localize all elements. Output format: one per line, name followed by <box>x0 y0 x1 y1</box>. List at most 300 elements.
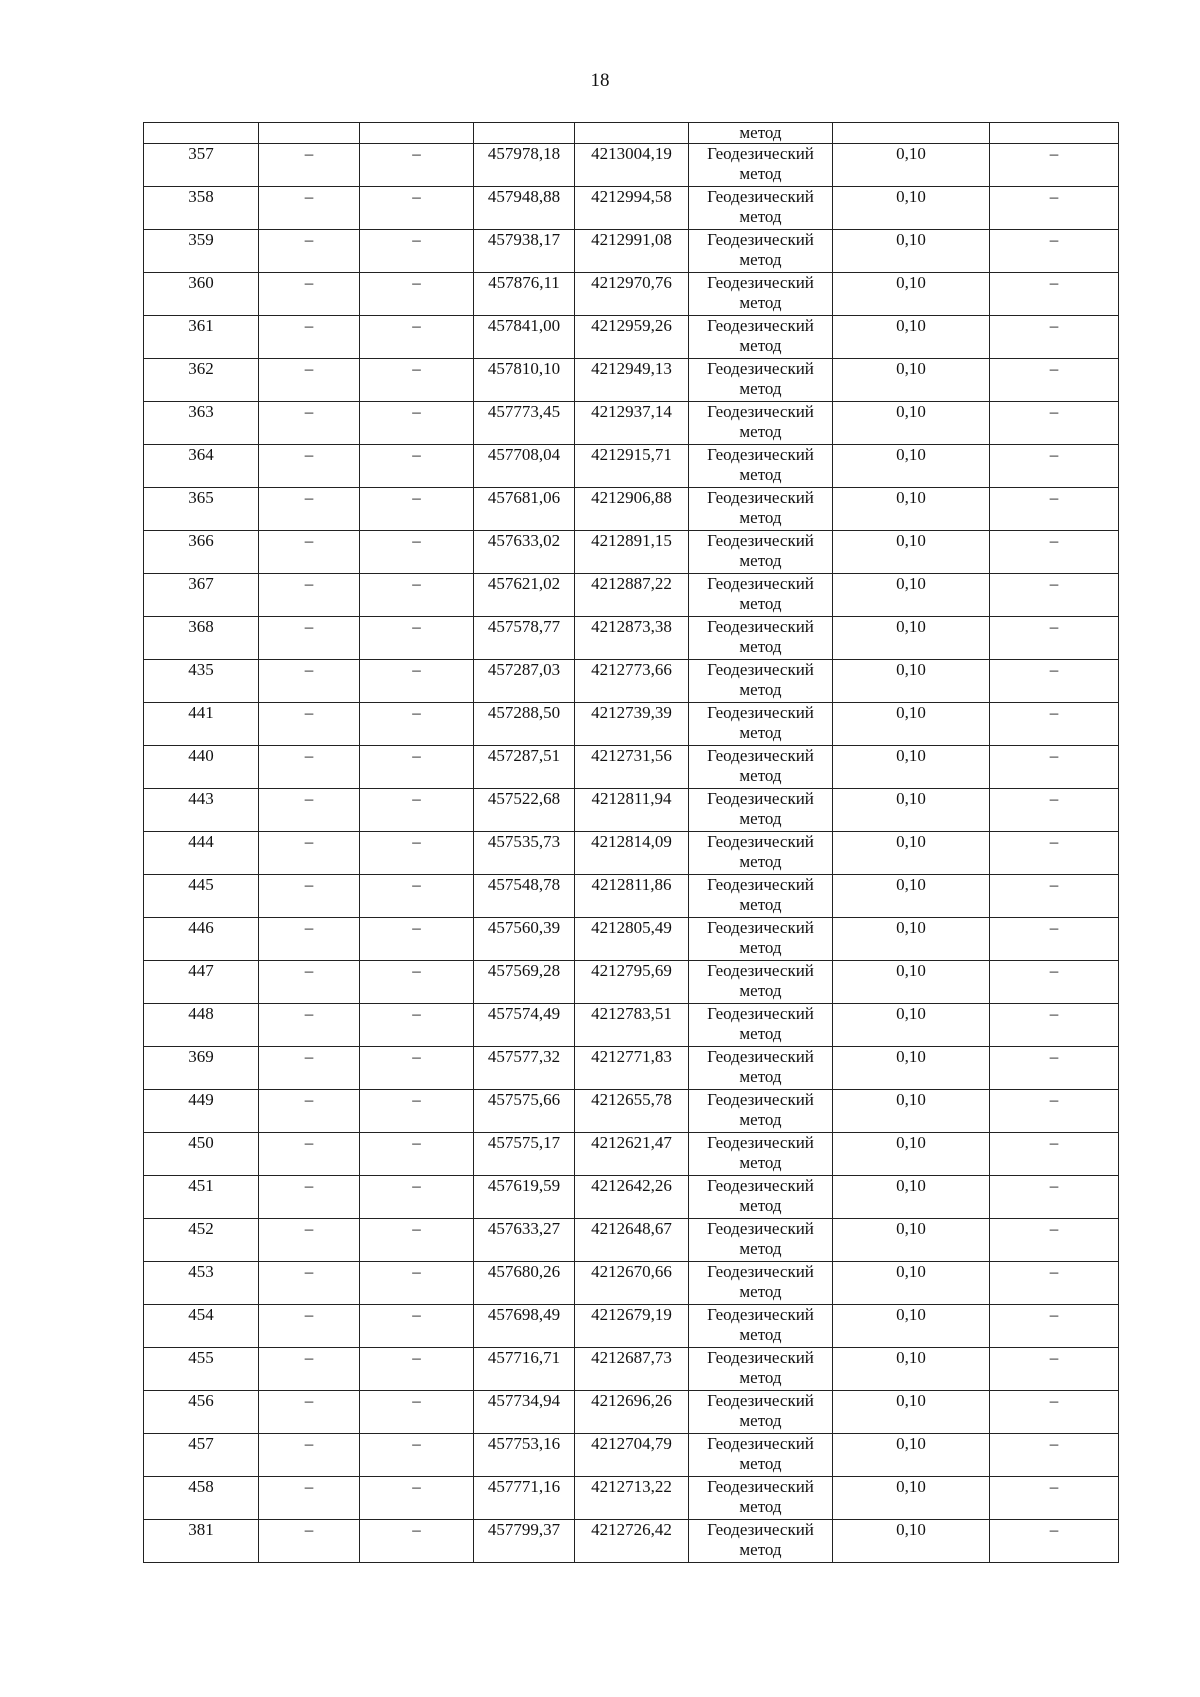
cell-num: 360 <box>144 273 259 316</box>
cell-col3: – <box>360 531 474 574</box>
cell-col2: – <box>259 1391 360 1434</box>
cell-precision: 0,10 <box>833 359 990 402</box>
cell-y: 4212805,49 <box>575 918 689 961</box>
table-row <box>144 1391 1119 1434</box>
cell-col2: – <box>259 746 360 789</box>
cell-col8: – <box>990 1004 1119 1047</box>
cell-col3: – <box>360 574 474 617</box>
method-line1: Геодезический <box>707 1176 814 1195</box>
method-line2: метод <box>739 1196 782 1215</box>
method-line2: метод <box>739 594 782 613</box>
cell-method <box>689 789 833 832</box>
cell-x: 457574,49 <box>474 1004 575 1047</box>
method-line1: Геодезический <box>707 1090 814 1109</box>
cell-num: 366 <box>144 531 259 574</box>
table-row <box>144 1348 1119 1391</box>
cell-num: 361 <box>144 316 259 359</box>
cell-num: 443 <box>144 789 259 832</box>
cell-col2: – <box>259 789 360 832</box>
cell-x: 457948,88 <box>474 187 575 230</box>
cell-method <box>689 359 833 402</box>
table-row <box>144 703 1119 746</box>
cell-method <box>689 1434 833 1477</box>
cell-x: 457771,16 <box>474 1477 575 1520</box>
cell-precision: 0,10 <box>833 918 990 961</box>
table-row <box>144 1434 1119 1477</box>
method-line1: Геодезический <box>707 703 814 722</box>
cell-col2: – <box>259 660 360 703</box>
table-row <box>144 1004 1119 1047</box>
table-row <box>144 746 1119 789</box>
cell-method <box>689 617 833 660</box>
cell-col2: – <box>259 230 360 273</box>
method-line2: метод <box>739 1454 782 1473</box>
method-line1: Геодезический <box>707 187 814 206</box>
cell-col2: – <box>259 1305 360 1348</box>
cell-precision <box>833 123 990 144</box>
method-line1: Геодезический <box>707 1047 814 1066</box>
cell-x: 457522,68 <box>474 789 575 832</box>
cell-col8: – <box>990 1434 1119 1477</box>
method-line1: Геодезический <box>707 875 814 894</box>
cell-num: 453 <box>144 1262 259 1305</box>
cell-col2: – <box>259 961 360 1004</box>
cell-col8: – <box>990 1348 1119 1391</box>
cell-col3: – <box>360 1262 474 1305</box>
cell-y: 4212873,38 <box>575 617 689 660</box>
cell-method: метод <box>689 123 833 144</box>
cell-y: 4212814,09 <box>575 832 689 875</box>
method-line2: метод <box>739 1239 782 1258</box>
cell-col3: – <box>360 359 474 402</box>
method-line2: метод <box>739 551 782 570</box>
cell-y: 4212887,22 <box>575 574 689 617</box>
cell-col2: – <box>259 1004 360 1047</box>
cell-num: 456 <box>144 1391 259 1434</box>
coordinates-table <box>143 122 1119 1563</box>
table-row <box>144 187 1119 230</box>
table-row <box>144 488 1119 531</box>
method-line1: Геодезический <box>707 789 814 808</box>
cell-num: 358 <box>144 187 259 230</box>
continuation-row <box>144 123 1119 144</box>
cell-col8 <box>990 123 1119 144</box>
cell-num: 449 <box>144 1090 259 1133</box>
cell-col8: – <box>990 574 1119 617</box>
cell-y: 4212906,88 <box>575 488 689 531</box>
cell-col3: – <box>360 1477 474 1520</box>
table-row <box>144 402 1119 445</box>
cell-x: 457938,17 <box>474 230 575 273</box>
cell-x: 457535,73 <box>474 832 575 875</box>
cell-num: 455 <box>144 1348 259 1391</box>
table-row <box>144 1133 1119 1176</box>
cell-x: 457548,78 <box>474 875 575 918</box>
cell-y: 4212970,76 <box>575 273 689 316</box>
cell-y: 4212959,26 <box>575 316 689 359</box>
cell-col2: – <box>259 187 360 230</box>
cell-col2 <box>259 123 360 144</box>
cell-precision: 0,10 <box>833 531 990 574</box>
method-line2: метод <box>739 1368 782 1387</box>
cell-col2: – <box>259 1090 360 1133</box>
cell-method <box>689 918 833 961</box>
cell-y: 4212704,79 <box>575 1434 689 1477</box>
cell-col8: – <box>990 359 1119 402</box>
cell-precision: 0,10 <box>833 1520 990 1563</box>
cell-method <box>689 746 833 789</box>
cell-num: 364 <box>144 445 259 488</box>
cell-col3: – <box>360 1047 474 1090</box>
cell-method <box>689 703 833 746</box>
cell-num: 368 <box>144 617 259 660</box>
cell-col3: – <box>360 230 474 273</box>
table-row <box>144 1477 1119 1520</box>
cell-method <box>689 660 833 703</box>
cell-x: 457680,26 <box>474 1262 575 1305</box>
cell-method <box>689 230 833 273</box>
cell-precision: 0,10 <box>833 402 990 445</box>
cell-col3: – <box>360 703 474 746</box>
cell-precision: 0,10 <box>833 746 990 789</box>
cell-col3: – <box>360 402 474 445</box>
cell-col8: – <box>990 1391 1119 1434</box>
cell-x: 457621,02 <box>474 574 575 617</box>
cell-col2: – <box>259 1176 360 1219</box>
cell-col2: – <box>259 617 360 660</box>
cell-method <box>689 1219 833 1262</box>
cell-method <box>689 961 833 1004</box>
cell-x: 457841,00 <box>474 316 575 359</box>
cell-method <box>689 187 833 230</box>
method-line1: Геодезический <box>707 1520 814 1539</box>
cell-num: 381 <box>144 1520 259 1563</box>
cell-precision: 0,10 <box>833 875 990 918</box>
cell-col8: – <box>990 273 1119 316</box>
cell-y: 4212670,66 <box>575 1262 689 1305</box>
cell-y: 4212731,56 <box>575 746 689 789</box>
cell-method <box>689 402 833 445</box>
method-line1: Геодезический <box>707 1004 814 1023</box>
method-line1: Геодезический <box>707 316 814 335</box>
cell-y: 4212739,39 <box>575 703 689 746</box>
method-line1: Геодезический <box>707 1262 814 1281</box>
cell-x: 457569,28 <box>474 961 575 1004</box>
cell-precision: 0,10 <box>833 1391 990 1434</box>
table-body <box>144 123 1119 1563</box>
cell-col8: – <box>990 230 1119 273</box>
cell-col8: – <box>990 187 1119 230</box>
cell-col3: – <box>360 961 474 1004</box>
cell-precision: 0,10 <box>833 703 990 746</box>
method-line1: Геодезический <box>707 1391 814 1410</box>
cell-method <box>689 273 833 316</box>
method-line1: Геодезический <box>707 488 814 507</box>
method-line1: Геодезический <box>707 961 814 980</box>
cell-y: 4212891,15 <box>575 531 689 574</box>
cell-method <box>689 1477 833 1520</box>
method-line1: Геодезический <box>707 1305 814 1324</box>
cell-precision: 0,10 <box>833 961 990 1004</box>
cell-method <box>689 832 833 875</box>
cell-y: 4212811,94 <box>575 789 689 832</box>
method-line2: метод <box>739 422 782 441</box>
cell-col3: – <box>360 1219 474 1262</box>
method-line1: Геодезический <box>707 359 814 378</box>
method-line2: метод <box>739 723 782 742</box>
method-line2: метод <box>739 164 782 183</box>
cell-num: 365 <box>144 488 259 531</box>
method-line1: Геодезический <box>707 746 814 765</box>
cell-precision: 0,10 <box>833 273 990 316</box>
method-line2: метод <box>739 766 782 785</box>
cell-num <box>144 123 259 144</box>
cell-col3: – <box>360 918 474 961</box>
cell-precision: 0,10 <box>833 1176 990 1219</box>
method-line2: метод <box>739 680 782 699</box>
method-line1: Геодезический <box>707 617 814 636</box>
method-line1: Геодезический <box>707 1477 814 1496</box>
cell-col2: – <box>259 832 360 875</box>
method-line1: Геодезический <box>707 445 814 464</box>
cell-col2: – <box>259 1348 360 1391</box>
cell-method <box>689 1262 833 1305</box>
cell-y: 4212696,26 <box>575 1391 689 1434</box>
method-line1: Геодезический <box>707 273 814 292</box>
cell-x: 457288,50 <box>474 703 575 746</box>
cell-method <box>689 445 833 488</box>
cell-y: 4212994,58 <box>575 187 689 230</box>
cell-x: 457633,02 <box>474 531 575 574</box>
cell-method <box>689 1133 833 1176</box>
cell-x: 457773,45 <box>474 402 575 445</box>
table-row <box>144 1176 1119 1219</box>
method-line2: метод <box>739 1067 782 1086</box>
cell-col2: – <box>259 1047 360 1090</box>
cell-method <box>689 1348 833 1391</box>
method-line2: метод <box>739 379 782 398</box>
cell-method <box>689 1305 833 1348</box>
method-line2: метод <box>739 207 782 226</box>
cell-x: 457575,17 <box>474 1133 575 1176</box>
cell-col8: – <box>990 1219 1119 1262</box>
cell-col2: – <box>259 144 360 187</box>
cell-x: 457681,06 <box>474 488 575 531</box>
cell-col2: – <box>259 273 360 316</box>
table-row <box>144 359 1119 402</box>
cell-precision: 0,10 <box>833 574 990 617</box>
cell-col3: – <box>360 1434 474 1477</box>
method-line2: метод <box>739 895 782 914</box>
method-line1: Геодезический <box>707 230 814 249</box>
table-row <box>144 617 1119 660</box>
cell-col2: – <box>259 531 360 574</box>
cell-x: 457633,27 <box>474 1219 575 1262</box>
cell-col2: – <box>259 402 360 445</box>
cell-col3: – <box>360 1305 474 1348</box>
cell-col2: – <box>259 1434 360 1477</box>
cell-col2: – <box>259 445 360 488</box>
cell-col8: – <box>990 445 1119 488</box>
table-row <box>144 1520 1119 1563</box>
method-line1: Геодезический <box>707 1219 814 1238</box>
cell-col2: – <box>259 1520 360 1563</box>
cell-num: 369 <box>144 1047 259 1090</box>
cell-precision: 0,10 <box>833 316 990 359</box>
cell-col2: – <box>259 1262 360 1305</box>
cell-num: 452 <box>144 1219 259 1262</box>
cell-precision: 0,10 <box>833 1219 990 1262</box>
cell-col8: – <box>990 961 1119 1004</box>
cell-col3: – <box>360 617 474 660</box>
cell-y: 4212771,83 <box>575 1047 689 1090</box>
cell-method <box>689 1520 833 1563</box>
table-row <box>144 230 1119 273</box>
cell-col3: – <box>360 1176 474 1219</box>
cell-method <box>689 531 833 574</box>
cell-x: 457799,37 <box>474 1520 575 1563</box>
cell-precision: 0,10 <box>833 617 990 660</box>
cell-y: 4212726,42 <box>575 1520 689 1563</box>
cell-x: 457560,39 <box>474 918 575 961</box>
cell-y: 4212795,69 <box>575 961 689 1004</box>
cell-x: 457978,18 <box>474 144 575 187</box>
cell-method <box>689 1047 833 1090</box>
method-line1: Геодезический <box>707 1434 814 1453</box>
cell-col8: – <box>990 703 1119 746</box>
cell-col8: – <box>990 918 1119 961</box>
cell-col8: – <box>990 1262 1119 1305</box>
cell-col2: – <box>259 1477 360 1520</box>
cell-col3: – <box>360 1004 474 1047</box>
cell-col3: – <box>360 488 474 531</box>
table-row <box>144 273 1119 316</box>
cell-precision: 0,10 <box>833 1047 990 1090</box>
cell-col8: – <box>990 746 1119 789</box>
cell-col2: – <box>259 1133 360 1176</box>
table-row <box>144 316 1119 359</box>
cell-col8: – <box>990 316 1119 359</box>
cell-y: 4212811,86 <box>575 875 689 918</box>
method-line2: метод <box>739 1540 782 1559</box>
cell-precision: 0,10 <box>833 1348 990 1391</box>
method-line2: метод <box>739 336 782 355</box>
cell-num: 448 <box>144 1004 259 1047</box>
cell-col8: – <box>990 832 1119 875</box>
table-row <box>144 531 1119 574</box>
table-row <box>144 1090 1119 1133</box>
method-line2: метод <box>739 1497 782 1516</box>
table-row <box>144 961 1119 1004</box>
cell-precision: 0,10 <box>833 832 990 875</box>
cell-x: 457619,59 <box>474 1176 575 1219</box>
cell-col2: – <box>259 875 360 918</box>
cell-y: 4213004,19 <box>575 144 689 187</box>
cell-precision: 0,10 <box>833 144 990 187</box>
cell-x: 457716,71 <box>474 1348 575 1391</box>
method-line1: Геодезический <box>707 660 814 679</box>
table-row <box>144 1262 1119 1305</box>
cell-col3: – <box>360 789 474 832</box>
cell-y: 4212713,22 <box>575 1477 689 1520</box>
cell-precision: 0,10 <box>833 187 990 230</box>
cell-x: 457575,66 <box>474 1090 575 1133</box>
cell-precision: 0,10 <box>833 1090 990 1133</box>
cell-col3 <box>360 123 474 144</box>
cell-x: 457287,03 <box>474 660 575 703</box>
cell-x: 457810,10 <box>474 359 575 402</box>
cell-col8: – <box>990 1176 1119 1219</box>
cell-num: 435 <box>144 660 259 703</box>
cell-col3: – <box>360 187 474 230</box>
cell-num: 440 <box>144 746 259 789</box>
method-line2: метод <box>739 1024 782 1043</box>
cell-precision: 0,10 <box>833 1262 990 1305</box>
cell-col8: – <box>990 1305 1119 1348</box>
cell-col3: – <box>360 445 474 488</box>
cell-y: 4212937,14 <box>575 402 689 445</box>
method-line2: метод <box>739 1411 782 1430</box>
cell-y: 4212655,78 <box>575 1090 689 1133</box>
cell-y: 4212648,67 <box>575 1219 689 1262</box>
cell-method <box>689 1090 833 1133</box>
cell-col8: – <box>990 531 1119 574</box>
cell-method <box>689 316 833 359</box>
method-line2: метод <box>739 981 782 1000</box>
method-line1: Геодезический <box>707 144 814 163</box>
method-line1: Геодезический <box>707 531 814 550</box>
cell-precision: 0,10 <box>833 1133 990 1176</box>
cell-col8: – <box>990 1133 1119 1176</box>
cell-precision: 0,10 <box>833 1305 990 1348</box>
method-line1: Геодезический <box>707 574 814 593</box>
cell-num: 447 <box>144 961 259 1004</box>
table-row <box>144 574 1119 617</box>
method-line2: метод <box>739 852 782 871</box>
cell-precision: 0,10 <box>833 1434 990 1477</box>
method-line2: метод <box>739 508 782 527</box>
cell-col2: – <box>259 316 360 359</box>
cell-col3: – <box>360 832 474 875</box>
cell-col2: – <box>259 918 360 961</box>
cell-precision: 0,10 <box>833 1477 990 1520</box>
cell-num: 362 <box>144 359 259 402</box>
cell-num: 446 <box>144 918 259 961</box>
cell-y: 4212621,47 <box>575 1133 689 1176</box>
cell-y: 4212687,73 <box>575 1348 689 1391</box>
cell-method <box>689 875 833 918</box>
cell-x: 457287,51 <box>474 746 575 789</box>
cell-num: 357 <box>144 144 259 187</box>
method-line2: метод <box>739 293 782 312</box>
method-line1: Геодезический <box>707 918 814 937</box>
method-line2: метод <box>739 809 782 828</box>
method-line2: метод <box>739 1153 782 1172</box>
cell-col3: – <box>360 1133 474 1176</box>
cell-col8: – <box>990 1520 1119 1563</box>
cell-method <box>689 1004 833 1047</box>
cell-precision: 0,10 <box>833 1004 990 1047</box>
method-line2: метод <box>739 250 782 269</box>
cell-col2: – <box>259 574 360 617</box>
cell-y: 4212991,08 <box>575 230 689 273</box>
cell-col3: – <box>360 273 474 316</box>
method-line1: Геодезический <box>707 832 814 851</box>
table-row <box>144 660 1119 703</box>
cell-col8: – <box>990 1090 1119 1133</box>
method-line2: метод <box>739 938 782 957</box>
cell-num: 458 <box>144 1477 259 1520</box>
